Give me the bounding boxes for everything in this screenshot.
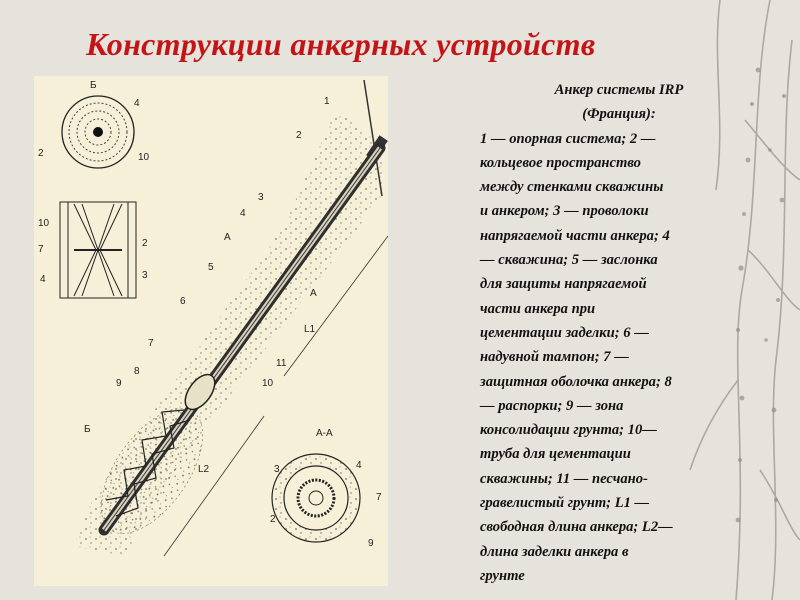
caption-body bbox=[480, 127, 758, 589]
label-aa-2: 2 bbox=[270, 514, 276, 525]
label-side-10: 10 bbox=[38, 218, 50, 229]
label-side-2: 2 bbox=[142, 238, 148, 249]
label-b-2: 2 bbox=[38, 148, 44, 159]
label-7: 7 bbox=[148, 338, 154, 349]
label-section-a1: А bbox=[224, 232, 231, 243]
label-6: 6 bbox=[180, 296, 186, 307]
label-aa-7: 7 bbox=[376, 492, 382, 503]
label-10: 10 bbox=[262, 378, 274, 389]
caption-heading-line2: (Франция): bbox=[582, 106, 656, 123]
label-5: 5 bbox=[208, 262, 214, 273]
label-aa-9: 9 bbox=[368, 538, 374, 549]
view-b-detail bbox=[62, 96, 134, 168]
label-l1: L1 bbox=[304, 324, 316, 335]
label-view-b-main: Б bbox=[84, 424, 91, 435]
caption-line: напрягаемой части анкера; 4 bbox=[480, 227, 670, 244]
label-aa-3: 3 bbox=[274, 464, 280, 475]
caption-line: труба для цементации bbox=[480, 446, 631, 463]
caption-line: — распорки; 9 — зона bbox=[480, 397, 624, 414]
caption-line: грунте bbox=[480, 567, 525, 584]
caption-line: части анкера при bbox=[480, 300, 596, 317]
label-1: 1 bbox=[324, 96, 330, 107]
label-9: 9 bbox=[116, 378, 122, 389]
caption-line: для защиты напрягаемой bbox=[480, 276, 647, 293]
caption-line: и анкером; 3 — проволоки bbox=[480, 203, 649, 220]
label-side-7: 7 bbox=[38, 244, 44, 255]
label-b-10: 10 bbox=[138, 152, 150, 163]
label-b-4: 4 bbox=[134, 98, 140, 109]
caption-line: между стенками скважины bbox=[480, 179, 664, 196]
caption-heading-line1: Анкер системы IRP bbox=[554, 82, 684, 98]
anchor-diagram bbox=[34, 76, 388, 586]
anchor-caption bbox=[480, 78, 758, 588]
slide-title: Конструкции анкерных устройств bbox=[86, 26, 596, 62]
caption-line: надувной тампон; 7 — bbox=[480, 349, 629, 366]
label-section-aa: А-А bbox=[316, 428, 333, 439]
label-4: 4 bbox=[240, 208, 246, 219]
label-aa-4: 4 bbox=[356, 460, 362, 471]
section-aa bbox=[272, 454, 360, 542]
caption-line: длина заделки анкера в bbox=[480, 543, 629, 560]
caption-line: гравелистый грунт; L1 — bbox=[480, 495, 650, 512]
caption-line: кольцевое пространство bbox=[480, 154, 641, 171]
label-side-4: 4 bbox=[40, 274, 46, 285]
caption-line: 1 — опорная система; 2 — bbox=[480, 130, 656, 147]
label-3: 3 bbox=[258, 192, 264, 203]
caption-line: консолидации грунта; 10— bbox=[480, 422, 657, 439]
label-side-3: 3 bbox=[142, 270, 148, 281]
caption-line: защитная оболочка анкера; 8 bbox=[480, 373, 672, 390]
label-11: 11 bbox=[276, 358, 287, 369]
label-section-a2: А bbox=[310, 288, 317, 299]
label-l2: L2 bbox=[198, 464, 210, 475]
label-8: 8 bbox=[134, 366, 140, 377]
caption-line: — скважина; 5 — заслонка bbox=[480, 252, 658, 269]
label-view-b: Б bbox=[90, 80, 97, 91]
caption-line: скважины; 11 — песчано- bbox=[480, 470, 648, 487]
side-detail bbox=[60, 202, 136, 298]
caption-line: цементации заделки; 6 — bbox=[480, 324, 649, 341]
caption-line: свободная длина анкера; L2— bbox=[480, 519, 673, 536]
label-2: 2 bbox=[296, 130, 302, 141]
